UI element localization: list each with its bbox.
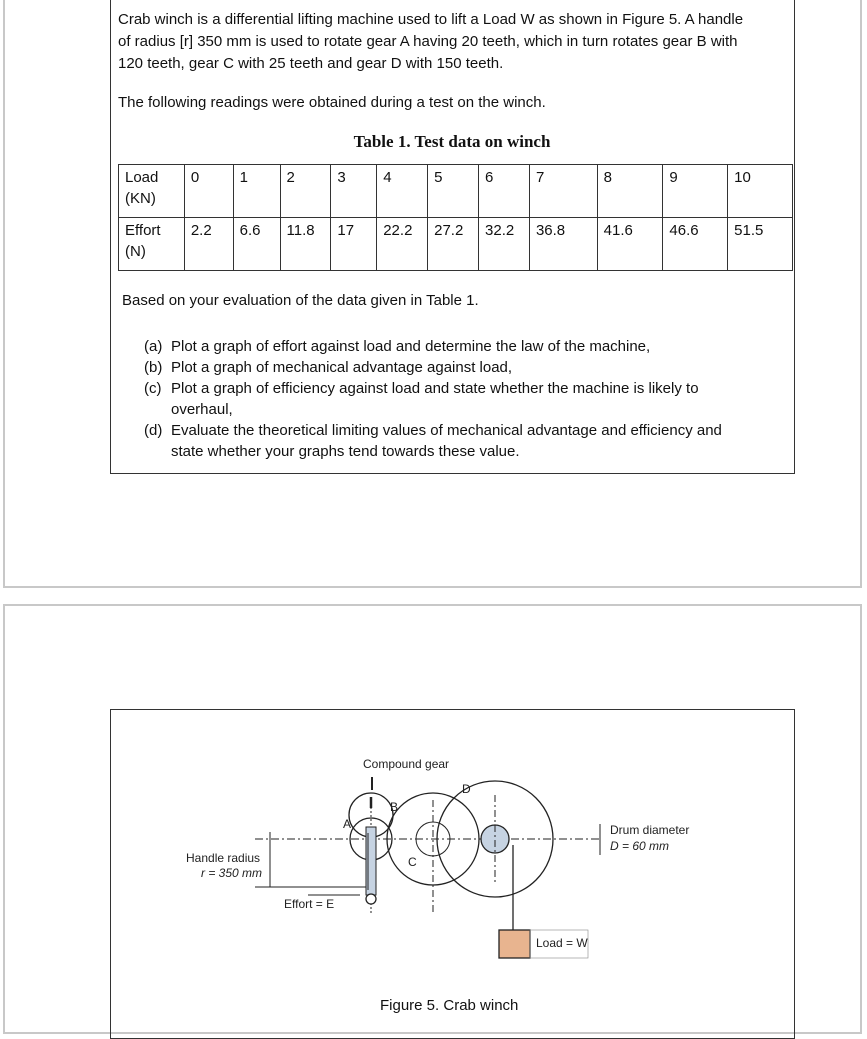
drum-diameter-label: Drum diameter (610, 823, 690, 837)
table-cell: 51.5 (728, 218, 793, 271)
figure-caption: Figure 5. Crab winch (380, 997, 519, 1014)
table-cell: 2.2 (184, 218, 233, 271)
item-text: Plot a graph of efficiency against load and state whether the machine is likely to (171, 380, 699, 397)
item-text: Plot a graph of mechanical advantage against load, (171, 359, 513, 376)
item-label: (c) (144, 380, 162, 397)
table-cell: 11.8 (280, 218, 331, 271)
table-cell: 3 (331, 165, 377, 218)
table-cell: 10 (728, 165, 793, 218)
handle-radius-label: Handle radius (186, 851, 261, 865)
item-text: Evaluate the theoretical limiting values of mechanical advantage and efficiency and (171, 422, 722, 439)
effort-label: Effort = E (284, 897, 335, 911)
table-cell: 1 (233, 165, 280, 218)
table-cell: 46.6 (663, 218, 728, 271)
row-header-load: Load (KN) (119, 165, 185, 218)
table-cell: 4 (377, 165, 428, 218)
item-text: overhaul, (171, 401, 233, 418)
table-cell: 2 (280, 165, 331, 218)
item-label: (d) (144, 422, 163, 439)
table-cell: 27.2 (428, 218, 479, 271)
table-cell: 36.8 (529, 218, 597, 271)
table-cell: 6 (479, 165, 530, 218)
table-cell: 9 (663, 165, 728, 218)
table-cell: 6.6 (233, 218, 280, 271)
gear-a-label: A (343, 817, 352, 831)
gear-d-label: D (462, 782, 471, 796)
intro-line: Crab winch is a differential lifting machine used to lift a Load W as shown in Figure 5. A handle (118, 11, 744, 28)
based-on-text: Based on your evaluation of the data given in Table 1. (122, 292, 479, 309)
item-text: Plot a graph of effort against load and determine the law of the machine, (171, 338, 651, 355)
item-text: state whether your graphs tend towards these value. (171, 443, 520, 460)
table-cell: 41.6 (597, 218, 663, 271)
handle-radius-value: r = 350 mm (201, 866, 263, 880)
handle-knob (366, 894, 376, 904)
compound-gear-label: Compound gear (363, 757, 450, 771)
drum-diameter-value: D = 60 mm (610, 839, 670, 853)
table-cell: 8 (597, 165, 663, 218)
table-cell: 0 (184, 165, 233, 218)
gear-c-label: C (408, 855, 417, 869)
gear-b-label: B (390, 800, 399, 814)
intro-line: of radius [r] 350 mm is used to rotate gear A having 20 teeth, which in turn rotates gear B with (118, 33, 738, 50)
table-cell: 5 (428, 165, 479, 218)
table-caption: Table 1. Test data on winch (353, 132, 551, 151)
row-header-effort: Effort (N) (119, 218, 185, 271)
table-cell: 22.2 (377, 218, 428, 271)
load-box (499, 930, 530, 958)
item-label: (b) (144, 359, 163, 376)
load-label: Load = W (536, 936, 588, 950)
table-cell: 32.2 (479, 218, 530, 271)
item-label: (a) (144, 338, 163, 355)
intro-line: 120 teeth, gear C with 25 teeth and gear D with 150 teeth. (118, 55, 504, 72)
table-cell: 17 (331, 218, 377, 271)
table-cell: 7 (529, 165, 597, 218)
readings-text: The following readings were obtained during a test on the winch. (118, 94, 546, 111)
